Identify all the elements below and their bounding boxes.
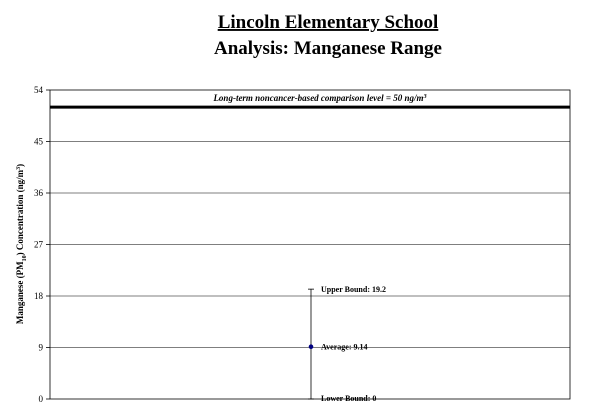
average-label: Average: 9.14 [321, 342, 368, 352]
y-axis-ticks [34, 85, 50, 404]
comparison-level-label: Long-term noncancer-based comparison level = 50 $ng/m^3$ [213, 93, 427, 104]
y-tick-label: 36 [34, 188, 43, 198]
y-tick-label: 18 [34, 291, 43, 301]
chart-title: Lincoln Elementary School [217, 12, 439, 33]
y-tick-label: 54 [34, 85, 43, 95]
gridlines [50, 142, 570, 348]
lower-bound-label: Lower Bound: 0 [321, 394, 377, 403]
upper-bound-label: Upper Bound: 19.2 [321, 285, 386, 295]
y-tick-label: 45 [34, 136, 43, 147]
chart-subtitle: Analysis: Manganese Range [213, 38, 443, 59]
y-axis-label: Manganese $(PM_{10})$ Concentration $(ng/m^3)$ [15, 163, 28, 325]
average-marker [309, 344, 314, 349]
y-tick-label: 27 [34, 239, 43, 250]
y-tick-label: 9 [38, 342, 43, 353]
y-tick-label: 0 [38, 394, 43, 404]
